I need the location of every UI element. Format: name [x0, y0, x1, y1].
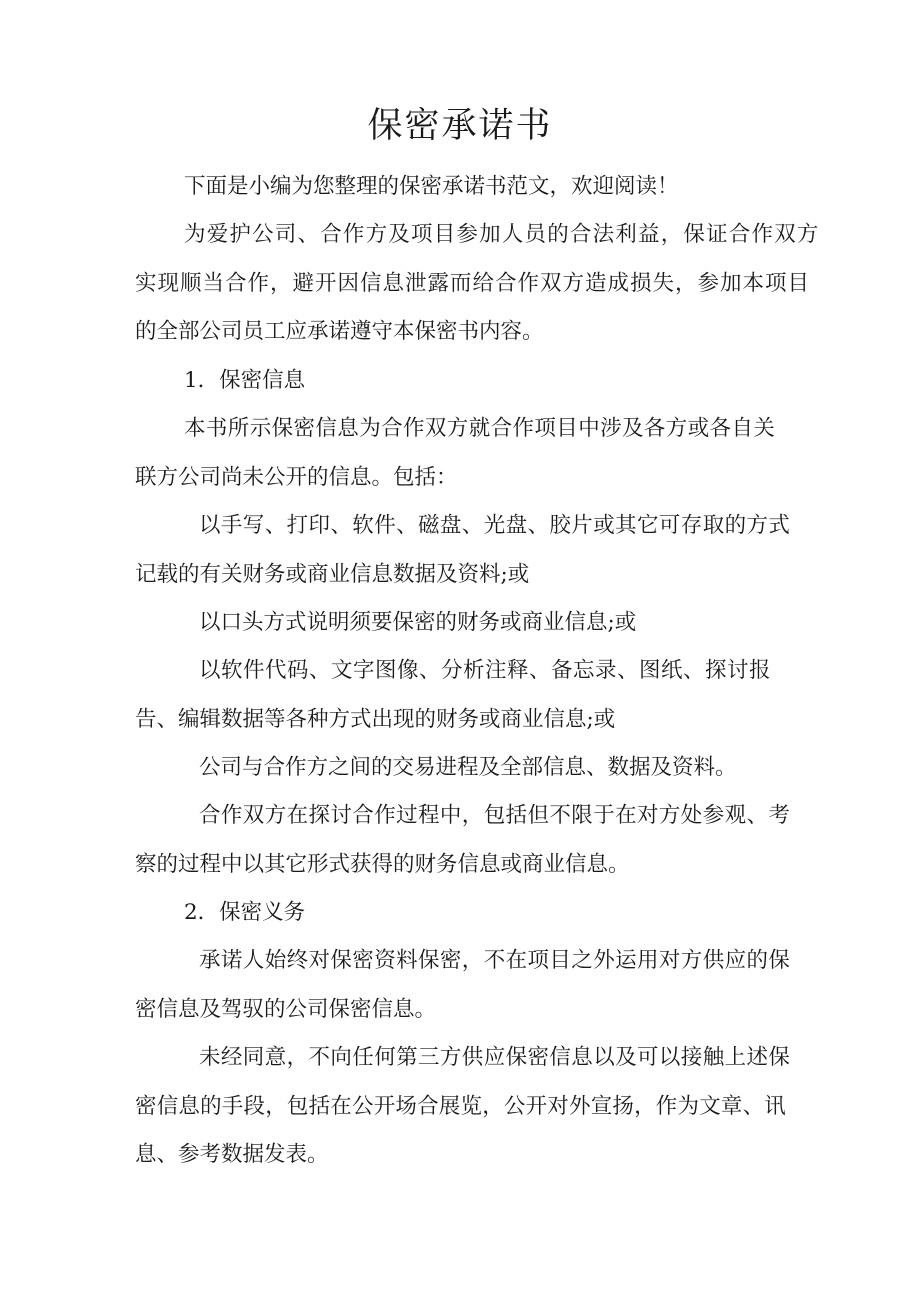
body-line: 联方公司尚未公开的信息。包括： — [135, 465, 458, 490]
body-line: 密信息的手段，包括在公开场合展览，公开对外宣扬，作为文章、讯 — [135, 1094, 787, 1119]
body-line: 为爱护公司、合作方及项目参加人员的合法利益，保证合作双方 — [184, 222, 820, 247]
body-line: 未经同意，不向任何第三方供应保密信息以及可以接触上述保 — [199, 1045, 791, 1070]
body-line: 息、参考数据发表。 — [135, 1142, 329, 1167]
list-item-line: 公司与合作方之间的交易进程及全部信息、数据及资料。 — [199, 755, 737, 780]
body-line: 密信息及驾驭的公司保密信息。 — [135, 997, 437, 1022]
list-item-line: 以软件代码、文字图像、分析注释、备忘录、图纸、探讨报 — [199, 658, 772, 683]
body-line: 合作双方在探讨合作过程中，包括但不限于在对方处参观、考 — [199, 803, 791, 828]
document-title: 保密承诺书 — [367, 106, 553, 146]
list-item-line: 告、编辑数据等各种方式出现的财务或商业信息;或 — [135, 707, 616, 732]
body-line: 实现顺当合作，避开因信息泄露而给合作双方造成损失，参加本项目 — [135, 271, 811, 296]
list-item-line: 以口头方式说明须要保密的财务或商业信息;或 — [199, 610, 637, 635]
body-line: 承诺人始终对保密资料保密，不在项目之外运用对方供应的保 — [199, 948, 791, 973]
body-line: 的全部公司员工应承诺遵守本保密书内容。 — [135, 319, 544, 344]
list-item-line: 以手写、打印、软件、磁盘、光盘、胶片或其它可存取的方式 — [199, 513, 791, 538]
section-heading-1: 1．保密信息 — [184, 368, 306, 393]
section-heading-2: 2．保密义务 — [184, 900, 306, 925]
body-line: 本书所示保密信息为合作双方就合作项目中涉及各方或各自关 — [184, 416, 776, 441]
body-line: 察的过程中以其它形式获得的财务信息或商业信息。 — [135, 852, 630, 877]
list-item-line: 记载的有关财务或商业信息数据及资料;或 — [135, 562, 530, 587]
intro-line: 下面是小编为您整理的保密承诺书范文，欢迎阅读！ — [184, 174, 679, 199]
